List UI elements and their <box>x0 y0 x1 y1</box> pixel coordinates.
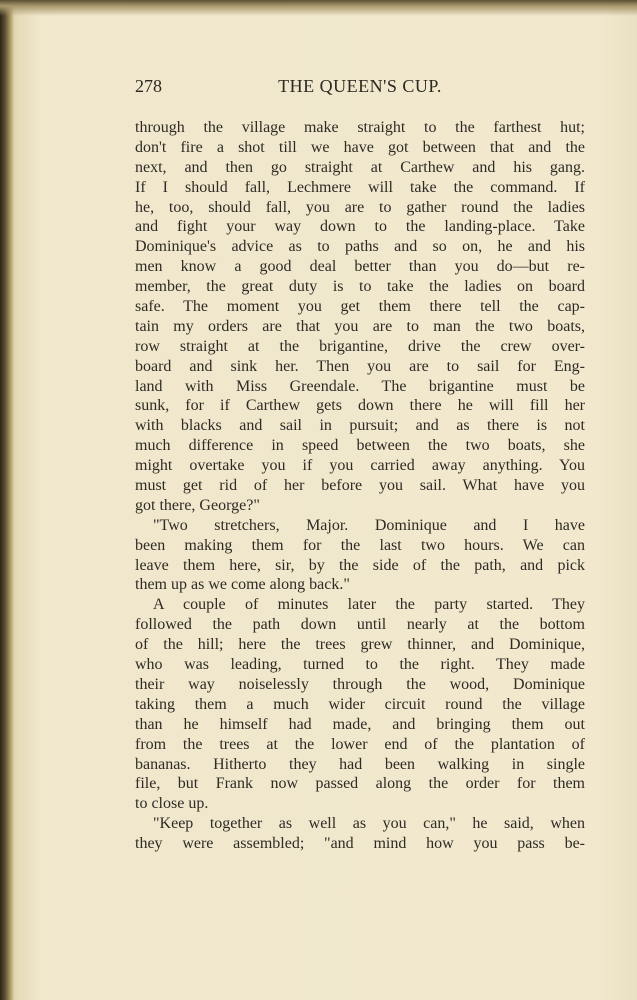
text-line: "Two stretchers, Major. Dominique and I have <box>153 516 585 534</box>
text-line: they were assembled; "and mind how you pass be- <box>135 835 585 853</box>
text-line: followed the path down until nearly at the bottom <box>135 616 585 634</box>
page-number: 278 <box>135 76 162 96</box>
text-line: through the village make straight to the farthest hut; <box>135 119 585 136</box>
text-line: leave them here, sir, by the side of the path, and pick <box>135 556 585 574</box>
text-line: with blacks and sail in pursuit; and as there is not <box>135 417 585 435</box>
page-top-edge <box>0 0 637 16</box>
text-line: taking them a much wider circuit round the village <box>135 695 585 713</box>
text-line: tain my orders are that you are to man the two boats, <box>135 317 585 335</box>
text-line: don't fire a shot till we have got between that and the <box>135 138 585 156</box>
text-line: Dominique's advice as to paths and so on, he and his <box>135 238 585 256</box>
text-line: file, but Frank now passed along the order for them <box>135 775 585 793</box>
running-title: THE QUEEN'S CUP. <box>278 76 442 96</box>
text-line: got there, George?" <box>135 496 260 514</box>
text-line: of the hill; here the trees grew thinner, and Dominique, <box>135 636 585 654</box>
text-line: men know a good deal better than you do—but re- <box>135 258 585 276</box>
text-line: member, the great duty is to take the ladies on board <box>135 278 585 296</box>
text-line: than he himself had made, and bringing them out <box>135 715 585 733</box>
text-line: row straight at the brigantine, drive the crew over- <box>135 337 585 355</box>
text-line: safe. The moment you get them there tell the cap- <box>135 298 585 316</box>
text-line: much difference in speed between the two boats, she <box>135 437 585 455</box>
text-line: might overtake you if you carried away anything. You <box>135 457 585 475</box>
text-line: who was leading, turned to the right. They made <box>135 656 585 674</box>
text-line: and fight your way down to the landing-place. Take <box>135 218 585 236</box>
text-line: from the trees at the lower end of the plantation of <box>135 735 585 753</box>
text-line: bananas. Hitherto they had been walking in single <box>135 755 585 773</box>
text-line: sunk, for if Carthew gets down there he will fill her <box>135 397 585 415</box>
text-line: he, too, should fall, you are to gather round the ladies <box>135 198 585 216</box>
text-line: next, and then go straight at Carthew and his gang. <box>135 158 585 176</box>
running-head <box>135 76 585 98</box>
text-line: been making them for the last two hours. We can <box>135 536 585 554</box>
text-line: A couple of minutes later the party started. They <box>153 596 585 614</box>
book-spine-shadow <box>0 0 14 1000</box>
text-line: land with Miss Greendale. The brigantine must be <box>135 377 585 395</box>
text-line: must get rid of her before you sail. What have you <box>135 477 585 495</box>
text-line: board and sink her. Then you are to sail for Eng- <box>135 357 585 375</box>
body-text <box>135 118 585 854</box>
text-line: to close up. <box>135 795 209 813</box>
text-line: If I should fall, Lechmere will take the command. If <box>135 178 585 196</box>
text-line: "Keep together as well as you can," he said, when <box>153 815 585 833</box>
text-line: their way noiselessly through the wood, Dominique <box>135 675 585 693</box>
text-line: them up as we come along back." <box>135 576 350 594</box>
